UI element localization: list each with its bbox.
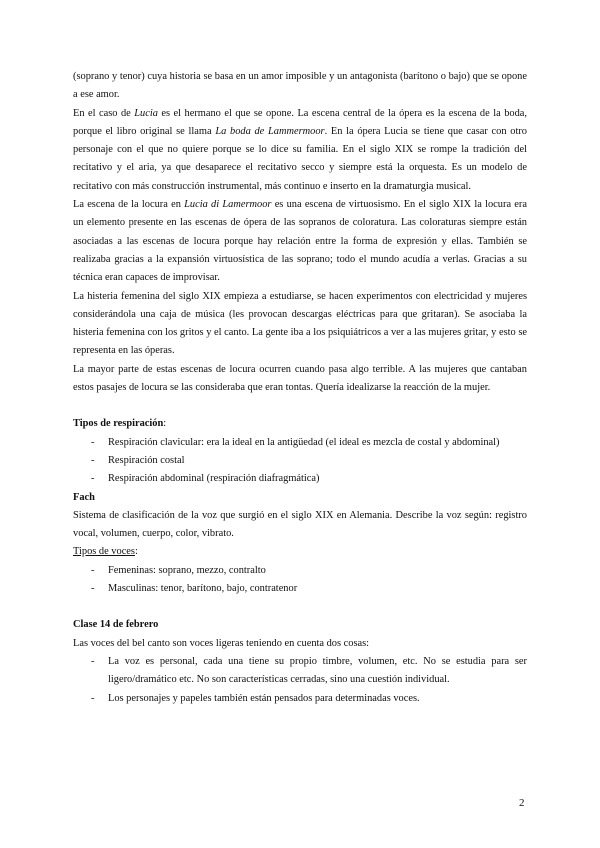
paragraph-histeria: La histeria femenina del siglo XIX empieza a estudiarse, se hacen experimentos con electricidad y mujeres considerándola una caja de música (les provocan descargas eléctricas para que gritaran). Se asociaba la histeria femenina con los gritos y el canto. La gente iba a los psiquiátricos a ver a las mujeres gritar, y esto se representa en las óperas.: [73, 290, 527, 357]
heading-tipos-respiracion: Tipos de respiración:: [73, 418, 167, 430]
paragraph-mayor-parte: La mayor parte de estas escenas de locura ocurren cuando pasa algo terrible. A las mujeres que cantaban estos pasajes de locura se las consideraba que eran tontas. Quería idealizarse la reacción de la mujer.: [73, 363, 527, 394]
paragraph-lucia-boda: En el caso de Lucia es el hermano el que se opone. La escena central de la ópera es la escena de la boda, porque el libro original se llama La boda de Lammermoor. En la ópera Lucia se tiene que casar con otro personaje con el que no quiere porque se lo dice su familia. En el siglo XIX se rompe la tradición del recitativo y el aria, ya que desaparece el recitativo secco y siempre está la orquesta. Es un modelo de recitativo con más construcción instrumental, más continuo e inserto en la dramaturgia musical.: [73, 107, 528, 192]
list-item: - Masculinas: tenor, barítono, bajo, contratenor: [91, 583, 298, 595]
italic-title-lucia: Lucia: [134, 107, 158, 119]
italic-title-lucia-di-lamermoor: Lucia di Lamermoor: [184, 199, 272, 211]
heading-clase-14-febrero: Clase 14 de febrero: [73, 619, 159, 631]
paragraph-continuation: (soprano y tenor) cuya historia se basa en un amor imposible y un antagonista (barítono o bajo) que se opone a ese amor.: [73, 71, 527, 101]
list-item: - Los personajes y papeles también están pensados para determinadas voces.: [91, 692, 420, 704]
list-item: - La voz es personal, cada una tiene su propio timbre, volumen, etc. No se estudia para ser ligero/dramático etc. No son características cerradas, sino una cuestión individual.: [91, 655, 527, 686]
heading-tipos-voces: Tipos de voces:: [73, 546, 138, 558]
list-respiracion: [73, 434, 527, 489]
heading-fach: Fach: [73, 491, 95, 503]
page-number: 2: [519, 797, 525, 809]
list-bel-canto: [73, 653, 527, 708]
list-voces: [73, 562, 527, 599]
list-item: - Femeninas: soprano, mezzo, contralto: [91, 564, 266, 576]
list-item: - Respiración costal: [91, 454, 185, 466]
paragraph-escena-locura: La escena de la locura en Lucia di Lamermoor es una escena de virtuosismo. En el siglo XIX la locura era un elemento presente en las escenas de ópera de las sopranos de coloratura. Las coloraturas siempre están asociadas a las escenas de locura porque hay relación entre la forma de expresión y ellas. También se realizaba gracias a la expansión virtuosística de las soprano; todo el mundo acudía a verlas. Gracias a su técnica eran capaces de improvisar.: [73, 199, 527, 284]
paragraph-fach: Sistema de clasificación de la voz que surgió en el siglo XIX en Alemania. Describe la voz según: registro vocal, volumen, cuerpo, color, vibrato.: [73, 509, 527, 540]
page-content: [73, 68, 527, 708]
italic-title-boda: La boda de Lammermoor: [215, 125, 325, 137]
list-item: - Respiración clavicular: era la ideal en la antigüedad (el ideal es mezcla de costal y abdominal): [91, 436, 500, 448]
list-item: - Respiración abdominal (respiración diafragmática): [91, 473, 320, 485]
paragraph-bel-canto: Las voces del bel canto son voces ligeras teniendo en cuenta dos cosas:: [73, 637, 370, 649]
